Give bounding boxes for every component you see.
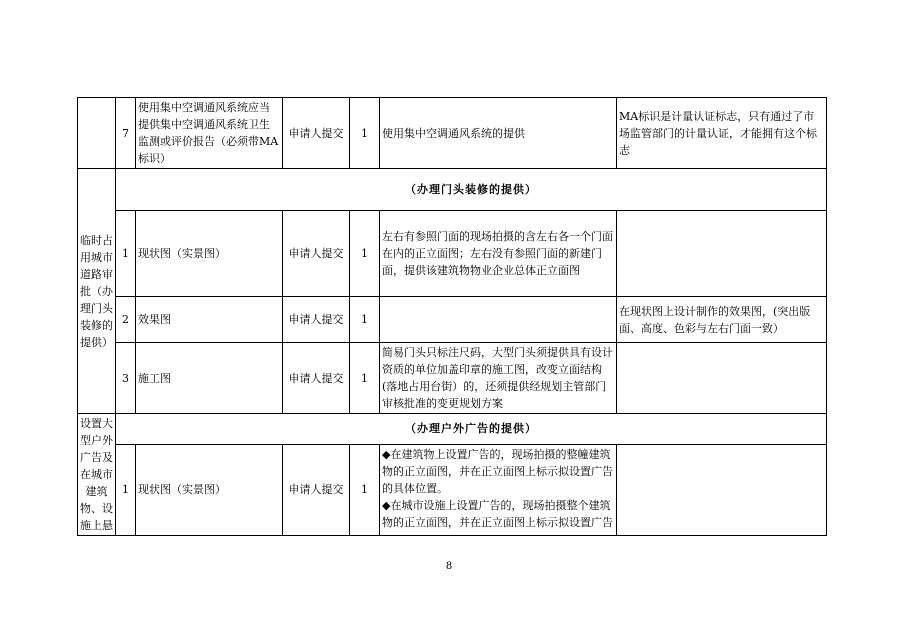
row-number: 3 <box>116 343 136 414</box>
table-row <box>78 444 827 536</box>
section-title: （办理门头装修的提供） <box>116 169 827 211</box>
requirement: 简易门头只标注尺码，大型门头须提供具有设计资质的单位加盖印章的施工图，改变立面结构(落地占用台街）的，还须提供经规划主管部门审核批准的变更规划方案 <box>380 343 617 414</box>
requirement <box>380 444 617 536</box>
section-header-row <box>78 414 827 445</box>
requirement-item: ◆在城市设施上设置广告的，现场拍摄整个建筑物的正立面图，并在正立面图上标示拟设置广告 <box>382 498 613 529</box>
remark: MA标识是计量认证标志，只有通过了市场监管部门的计量认证，才能拥有这个标志 <box>617 98 827 169</box>
material-source: 申请人提交 <box>283 297 350 343</box>
row-number: 1 <box>116 211 136 297</box>
row-number: 1 <box>116 444 136 536</box>
section-title: （办理户外广告的提供） <box>116 414 827 445</box>
table-row <box>78 343 827 414</box>
material-name: 施工图 <box>136 343 283 414</box>
remark <box>617 343 827 414</box>
material-name: 使用集中空调通风系统应当提供集中空调通风系统卫生监测或评价报告（必须带MA标识） <box>136 98 283 169</box>
requirement: 左右有参照门面的现场拍摄的含左右各一个门面在内的正立面图；左右没有参照门面的新建门面，提供该建筑物物业企业总体正立面图 <box>380 211 617 297</box>
copies: 1 <box>350 343 380 414</box>
material-source: 申请人提交 <box>283 444 350 536</box>
section-header-row <box>78 169 827 211</box>
material-source: 申请人提交 <box>283 211 350 297</box>
page-number: 8 <box>445 561 453 572</box>
material-source: 申请人提交 <box>283 343 350 414</box>
requirement: 使用集中空调通风系统的提供 <box>380 98 617 169</box>
remark <box>617 444 827 536</box>
row-number: 2 <box>116 297 136 343</box>
material-name: 效果图 <box>136 297 283 343</box>
material-name: 现状图（实景图） <box>136 444 283 536</box>
copies: 1 <box>350 98 380 169</box>
requirement-item: ◆在建筑物上设置广告的，现场拍摄的整幢建筑物的正立面图，并在正立面图上标示拟设置广告的具体位置。 <box>382 447 613 495</box>
material-source: 申请人提交 <box>283 98 350 169</box>
copies: 1 <box>350 211 380 297</box>
category-label: 设置大型户外广告及在城市建筑物、设施上悬 <box>78 414 116 536</box>
requirements-table <box>77 97 827 536</box>
category-label: 临时占用城市道路审批（办理门头装修的提供） <box>78 169 116 414</box>
remark: 在现状图上设计制作的效果图，(突出版面、高度、色彩与左右门面一致） <box>617 297 827 343</box>
category-cell <box>78 98 116 169</box>
copies: 1 <box>350 444 380 536</box>
copies: 1 <box>350 297 380 343</box>
table-row <box>78 211 827 297</box>
requirement <box>380 297 617 343</box>
table-row <box>78 98 827 169</box>
table-row <box>78 297 827 343</box>
remark <box>617 211 827 297</box>
material-name: 现状图（实景图） <box>136 211 283 297</box>
row-number: 7 <box>116 98 136 169</box>
